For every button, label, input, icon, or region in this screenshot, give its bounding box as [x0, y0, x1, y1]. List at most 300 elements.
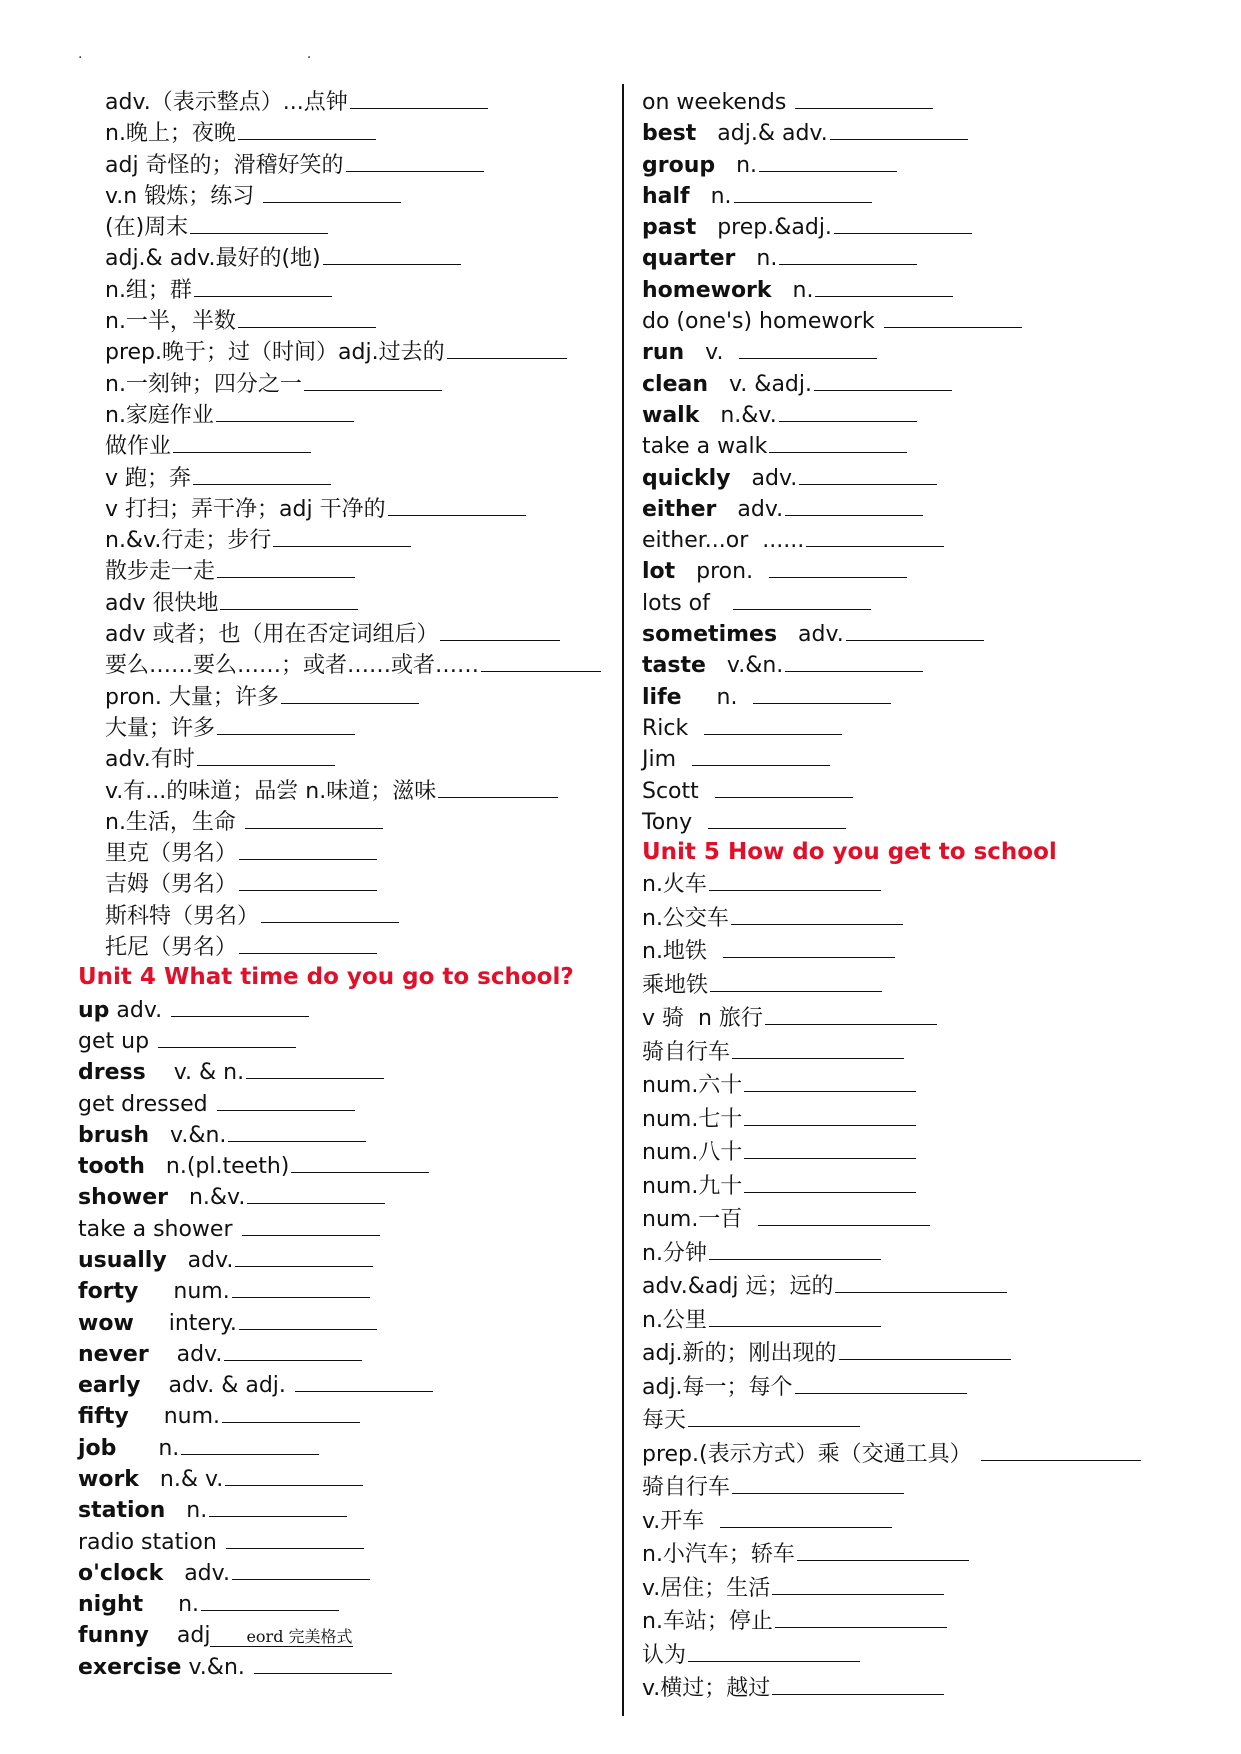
answer-blank[interactable]: [715, 775, 853, 798]
vocab-row: [78, 86, 618, 117]
answer-blank[interactable]: [239, 868, 377, 891]
answer-blank[interactable]: [238, 305, 376, 328]
vocab-row: [78, 1432, 618, 1463]
answer-blank[interactable]: [759, 149, 897, 172]
header-marks: . .: [78, 46, 422, 62]
answer-blank[interactable]: [197, 743, 335, 766]
vocab-text: num.七十: [642, 1106, 743, 1132]
vocab-row: [78, 1056, 618, 1087]
vocab-row: [78, 1150, 618, 1181]
answer-blank[interactable]: [263, 180, 401, 203]
vocab-text: adv.: [163, 1560, 230, 1586]
vocab-row: [642, 618, 1182, 649]
vocab-text: Rick: [642, 715, 703, 741]
vocab-row: [78, 1213, 618, 1244]
vocab-row: [78, 524, 618, 555]
answer-blank[interactable]: [254, 1651, 392, 1674]
vocab-row: [642, 1672, 1182, 1706]
answer-blank[interactable]: [704, 712, 842, 735]
vocab-text: adj.& adv.最好的(地): [105, 246, 321, 272]
answer-blank[interactable]: [190, 211, 328, 234]
answer-blank[interactable]: [261, 900, 399, 923]
vocab-word: quickly: [642, 465, 731, 491]
vocab-text: n.公交车: [642, 905, 729, 931]
answer-blank[interactable]: [346, 149, 484, 172]
answer-blank[interactable]: [709, 1237, 881, 1260]
answer-blank[interactable]: [217, 555, 355, 578]
vocab-word: walk: [642, 402, 700, 428]
vocab-text: 骑自行车: [642, 1039, 731, 1065]
vocab-row: [642, 681, 1182, 712]
vocab-row: [78, 994, 618, 1025]
answer-blank[interactable]: [739, 336, 877, 359]
answer-blank[interactable]: [304, 368, 442, 391]
vocab-text: v.: [684, 340, 738, 366]
answer-blank[interactable]: [981, 1438, 1141, 1461]
vocab-row: [642, 1002, 1182, 1036]
vocab-row: [78, 399, 618, 430]
vocab-text: 做作业: [105, 434, 172, 460]
answer-blank[interactable]: [291, 1150, 429, 1173]
answer-blank[interactable]: [785, 649, 923, 672]
vocab-row: [642, 1337, 1182, 1371]
vocab-word: funny: [78, 1622, 149, 1648]
vocab-row: [642, 211, 1182, 242]
vocab-row: [642, 242, 1182, 273]
answer-blank[interactable]: [846, 618, 984, 641]
answer-blank[interactable]: [830, 117, 968, 140]
answer-blank[interactable]: [734, 180, 872, 203]
vocab-row: [642, 868, 1182, 902]
vocab-text: n.: [689, 183, 732, 209]
vocab-row: [642, 274, 1182, 305]
vocab-row: [642, 1170, 1182, 1204]
answer-blank[interactable]: [797, 1538, 969, 1561]
answer-blank[interactable]: [242, 1213, 380, 1236]
answer-blank[interactable]: [158, 1025, 296, 1048]
vocab-row: [642, 117, 1182, 148]
vocab-row: [78, 743, 618, 774]
answer-blank[interactable]: [245, 806, 383, 829]
answer-blank[interactable]: [247, 1181, 385, 1204]
vocab-word: past: [642, 215, 697, 241]
answer-blank[interactable]: [732, 1036, 904, 1059]
vocab-word: job: [78, 1435, 117, 1461]
vocab-word: either: [642, 496, 717, 522]
answer-blank[interactable]: [884, 305, 1022, 328]
vocab-text: Jim: [642, 747, 691, 773]
vocab-row: [78, 900, 618, 931]
answer-blank[interactable]: [181, 1432, 319, 1455]
vocab-row: [78, 1557, 618, 1588]
vocab-text: n.(pl.teeth): [144, 1154, 290, 1180]
answer-blank[interactable]: [688, 1404, 860, 1427]
vocab-word: forty: [78, 1279, 139, 1305]
vocab-text: n.&v.: [699, 402, 777, 428]
answer-blank[interactable]: [744, 1069, 916, 1092]
vocab-word: homework: [642, 277, 772, 303]
vocab-text: adv 或者；也（用在否定词组后）: [105, 622, 439, 648]
vocab-row: [78, 712, 618, 743]
vocab-row: [78, 1088, 618, 1119]
answer-blank[interactable]: [239, 837, 377, 860]
vocab-text: n.组；群: [105, 277, 192, 303]
answer-blank[interactable]: [388, 493, 526, 516]
answer-blank[interactable]: [834, 211, 972, 234]
answer-blank[interactable]: [238, 117, 376, 140]
vocab-text: on weekends: [642, 90, 794, 115]
answer-blank[interactable]: [708, 806, 846, 829]
vocab-word: life: [642, 684, 682, 710]
vocab-text: v.&n.: [181, 1654, 252, 1680]
answer-blank[interactable]: [732, 1471, 904, 1494]
vocab-text: 要么……要么……；或者……或者……: [105, 653, 480, 679]
column-divider: [622, 84, 624, 1716]
vocab-text: adv.&adj 远；远的: [642, 1274, 834, 1300]
vocab-word: never: [78, 1341, 149, 1367]
vocab-text: do (one's) homework: [642, 309, 882, 335]
vocab-text: lots of: [642, 590, 731, 616]
vocab-row: [642, 555, 1182, 586]
vocab-text: v. &adj.: [708, 371, 812, 397]
vocab-row: [642, 806, 1182, 837]
answer-blank[interactable]: [273, 524, 411, 547]
vocab-text: n.生活，生命: [105, 809, 243, 835]
vocab-text: 每天: [642, 1408, 687, 1434]
vocab-word: up: [78, 997, 110, 1023]
vocab-row: [642, 902, 1182, 936]
vocab-text: adv.: [716, 496, 784, 522]
vocab-text: adj 奇怪的；滑稽好笑的: [105, 152, 344, 178]
vocab-text: pron. 大量；许多: [105, 684, 279, 710]
answer-blank[interactable]: [171, 994, 309, 1017]
left-column: [78, 86, 618, 1682]
vocab-text: adv.: [148, 1341, 223, 1367]
answer-blank[interactable]: [709, 868, 881, 891]
vocab-row: [78, 211, 618, 242]
vocab-row: [78, 1307, 618, 1338]
vocab-text: Scott: [642, 778, 713, 804]
answer-blank[interactable]: [769, 555, 907, 578]
answer-blank[interactable]: [173, 430, 311, 453]
vocab-row: [78, 1244, 618, 1275]
vocab-text: n.一半，半数: [105, 309, 236, 335]
vocab-row: [642, 587, 1182, 618]
vocab-row: [78, 180, 618, 211]
vocab-text: adv. & adj.: [140, 1373, 293, 1399]
answer-blank[interactable]: [295, 1369, 433, 1392]
answer-blank[interactable]: [350, 86, 488, 109]
answer-blank[interactable]: [806, 524, 944, 547]
vocab-row: [642, 1036, 1182, 1070]
vocab-text: adv.: [777, 622, 844, 648]
vocab-row: [78, 1275, 618, 1306]
answer-blank[interactable]: [323, 242, 461, 265]
vocab-row: [78, 1119, 618, 1150]
answer-blank[interactable]: [765, 1002, 937, 1025]
vocab-text: get up: [78, 1028, 157, 1054]
answer-blank[interactable]: [709, 1304, 881, 1327]
vocab-row: [78, 931, 618, 962]
vocab-text: adj.新的；刚出现的: [642, 1341, 837, 1367]
answer-blank[interactable]: [772, 1572, 944, 1595]
vocab-text: prep.(表示方式）乘（交通工具）: [642, 1441, 979, 1467]
vocab-row: [642, 1471, 1182, 1505]
answer-blank[interactable]: [744, 1136, 916, 1159]
vocab-row: [78, 837, 618, 868]
vocab-text: v.开车: [642, 1508, 719, 1534]
vocab-row: [642, 1404, 1182, 1438]
answer-blank[interactable]: [235, 1244, 373, 1267]
vocab-row: [642, 743, 1182, 774]
vocab-word: station: [78, 1498, 166, 1524]
vocab-text: n.&v.: [167, 1185, 246, 1211]
unit5-heading: Unit 5 How do you get to school: [642, 839, 1057, 866]
vocab-row: [642, 712, 1182, 743]
vocab-row: [78, 1400, 618, 1431]
vocab-row: [78, 1651, 618, 1682]
answer-blank[interactable]: [220, 587, 358, 610]
vocab-text: num.: [138, 1279, 230, 1305]
vocab-word: sometimes: [642, 622, 778, 648]
vocab-row: [78, 649, 618, 680]
answer-blank[interactable]: [815, 274, 953, 297]
vocab-text: 骑自行车: [642, 1475, 731, 1501]
vocab-row: [78, 1588, 618, 1619]
footer-note: eord 完美格式: [210, 1627, 352, 1647]
vocab-row: [78, 462, 618, 493]
answer-blank[interactable]: [217, 712, 355, 735]
answer-blank[interactable]: [723, 935, 895, 958]
vocab-row: [642, 524, 1182, 555]
vocab-text: n.火车: [642, 872, 707, 898]
vocab-word: exercise: [78, 1654, 182, 1680]
vocab-text: adv.: [730, 465, 798, 491]
vocab-word: night: [78, 1592, 144, 1618]
answer-blank[interactable]: [692, 743, 830, 766]
vocab-row: [78, 1526, 618, 1557]
answer-blank[interactable]: [225, 1463, 363, 1486]
vocab-text: v.横过；越过: [642, 1676, 771, 1702]
vocab-text: n.小汽车；轿车: [642, 1542, 795, 1568]
answer-blank[interactable]: [239, 931, 377, 954]
vocab-text: take a walk: [642, 434, 768, 460]
vocab-text: num.: [128, 1404, 221, 1430]
vocab-text: v 跑；奔: [105, 465, 192, 491]
vocab-text: n.: [143, 1592, 200, 1618]
vocab-row: [78, 555, 618, 586]
vocab-row: [642, 935, 1182, 969]
vocab-row: [78, 1369, 618, 1400]
vocab-row: [642, 1639, 1182, 1673]
vocab-text: pron.: [675, 559, 768, 585]
vocab-row: [642, 775, 1182, 806]
answer-blank[interactable]: [835, 1270, 1007, 1293]
answer-blank[interactable]: [224, 1338, 362, 1361]
vocab-row: [642, 1605, 1182, 1639]
vocab-row: [642, 1371, 1182, 1405]
vocab-text: 散步走一走: [105, 559, 216, 585]
answer-blank[interactable]: [758, 1203, 930, 1226]
vocab-row: [642, 1505, 1182, 1539]
vocab-text: n.&v.行走；步行: [105, 528, 272, 554]
answer-blank[interactable]: [772, 1672, 944, 1695]
answer-blank[interactable]: [744, 1170, 916, 1193]
vocab-word: lot: [642, 559, 676, 585]
vocab-word: quarter: [642, 246, 736, 272]
vocab-text: n.: [771, 277, 814, 303]
vocab-row: [78, 493, 618, 524]
answer-blank[interactable]: [440, 618, 560, 641]
vocab-text: Tony: [642, 809, 707, 835]
answer-blank[interactable]: [799, 462, 937, 485]
vocab-row: [78, 806, 618, 837]
vocab-row: [642, 1069, 1182, 1103]
vocab-text: n.家庭作业: [105, 402, 214, 428]
vocab-text: prep.&adj.: [696, 215, 832, 241]
answer-blank[interactable]: [710, 969, 882, 992]
answer-blank[interactable]: [753, 681, 891, 704]
vocab-row: [642, 1270, 1182, 1304]
answer-blank[interactable]: [217, 1088, 355, 1111]
answer-blank[interactable]: [201, 1588, 339, 1611]
vocab-word: run: [642, 340, 685, 366]
vocab-word: fifty: [78, 1404, 129, 1430]
answer-blank[interactable]: [209, 1494, 347, 1517]
answer-blank[interactable]: [775, 1605, 947, 1628]
vocab-word: work: [78, 1467, 139, 1493]
answer-blank[interactable]: [731, 902, 903, 925]
answer-blank[interactable]: [239, 1307, 377, 1330]
vocab-row: [78, 274, 618, 305]
answer-blank[interactable]: [194, 274, 332, 297]
vocab-row: [78, 1620, 618, 1651]
vocab-text: v.有...的味道；品尝 n.味道；滋味: [105, 778, 437, 804]
vocab-row: [642, 399, 1182, 430]
answer-blank[interactable]: [744, 1103, 916, 1126]
answer-blank[interactable]: [779, 242, 917, 265]
vocab-row: [78, 1338, 618, 1369]
vocab-row: [642, 1538, 1182, 1572]
vocab-text: n.: [715, 152, 758, 178]
vocab-row: [642, 430, 1182, 461]
vocab-text: 认为: [642, 1642, 687, 1668]
vocab-text: n.车站；停止: [642, 1609, 773, 1635]
vocab-row: [642, 462, 1182, 493]
vocab-text: n.地铁: [642, 939, 721, 965]
vocab-row: [78, 868, 618, 899]
answer-blank[interactable]: [795, 1371, 967, 1394]
vocab-row: [642, 1438, 1182, 1472]
vocab-text: 乘地铁: [642, 972, 709, 998]
vocab-text: n.公里: [642, 1307, 707, 1333]
answer-blank[interactable]: [281, 681, 419, 704]
vocab-word: half: [642, 183, 690, 209]
vocab-text: 斯科特（男名）: [105, 903, 260, 929]
vocab-text: v 打扫；弄干净；adj 干净的: [105, 496, 386, 522]
vocab-text: n.: [735, 246, 778, 272]
vocab-row: [642, 1237, 1182, 1271]
vocab-text: either...or ......: [642, 528, 805, 554]
vocab-word: tooth: [78, 1154, 145, 1180]
vocab-text: 吉姆（男名）: [105, 872, 238, 898]
answer-blank[interactable]: [232, 1557, 370, 1580]
answer-blank[interactable]: [785, 493, 923, 516]
vocab-row: [78, 336, 618, 367]
right-column: [642, 86, 1182, 1706]
answer-blank[interactable]: [246, 1056, 384, 1079]
vocab-text: num.八十: [642, 1140, 743, 1166]
vocab-row: [78, 1181, 618, 1212]
answer-blank[interactable]: [720, 1505, 892, 1528]
vocab-row: [642, 1203, 1182, 1237]
vocab-row: [78, 242, 618, 273]
answer-blank[interactable]: [216, 399, 354, 422]
vocab-row: [78, 368, 618, 399]
answer-blank[interactable]: [814, 368, 952, 391]
vocab-row: [78, 775, 618, 806]
vocab-text: 托尼（男名）: [105, 935, 238, 961]
answer-blank[interactable]: [688, 1639, 860, 1662]
vocab-row: [642, 86, 1182, 117]
vocab-word: dress: [78, 1060, 146, 1086]
vocab-text: num.一百: [642, 1207, 757, 1233]
vocab-row: [642, 1136, 1182, 1170]
vocab-row: [642, 649, 1182, 680]
vocab-row: [642, 493, 1182, 524]
vocab-text: get dressed: [78, 1091, 215, 1117]
vocab-text: v.居住；生活: [642, 1575, 771, 1601]
answer-blank[interactable]: [839, 1337, 1011, 1360]
vocab-row: [642, 180, 1182, 211]
vocab-row: [642, 305, 1182, 336]
vocab-word: best: [642, 121, 697, 147]
vocab-word: wow: [78, 1310, 134, 1336]
vocab-text: num.九十: [642, 1173, 743, 1199]
vocab-row: [642, 969, 1182, 1003]
answer-blank[interactable]: [733, 587, 871, 610]
answer-blank[interactable]: [193, 462, 331, 485]
vocab-text: adv.有时: [105, 747, 195, 773]
vocab-row: [78, 430, 618, 461]
answer-blank[interactable]: [222, 1400, 360, 1423]
vocab-text: v.&n.: [149, 1122, 227, 1148]
vocab-text: v.&n.: [705, 653, 784, 679]
vocab-text: 大量；许多: [105, 715, 216, 741]
vocab-text: n.& v.: [138, 1467, 224, 1493]
answer-blank[interactable]: [226, 1526, 364, 1549]
vocab-text: n.分钟: [642, 1240, 707, 1266]
vocab-row: [78, 618, 618, 649]
answer-blank[interactable]: [447, 336, 567, 359]
answer-blank[interactable]: [769, 430, 907, 453]
answer-blank[interactable]: [481, 649, 601, 672]
answer-blank[interactable]: [779, 399, 917, 422]
vocab-row: [642, 1103, 1182, 1137]
answer-blank[interactable]: [228, 1119, 366, 1142]
answer-blank[interactable]: [438, 775, 558, 798]
vocab-row: [642, 1304, 1182, 1338]
answer-blank[interactable]: [232, 1275, 370, 1298]
answer-blank[interactable]: [795, 86, 933, 109]
vocab-word: brush: [78, 1122, 150, 1148]
vocab-text: take a shower: [78, 1216, 240, 1242]
vocab-row: [642, 368, 1182, 399]
vocab-text: adj.& adv.: [696, 121, 828, 147]
vocab-text: n.: [681, 684, 752, 710]
vocab-text: 里克（男名）: [105, 841, 238, 867]
vocab-text: adv.: [166, 1247, 234, 1273]
